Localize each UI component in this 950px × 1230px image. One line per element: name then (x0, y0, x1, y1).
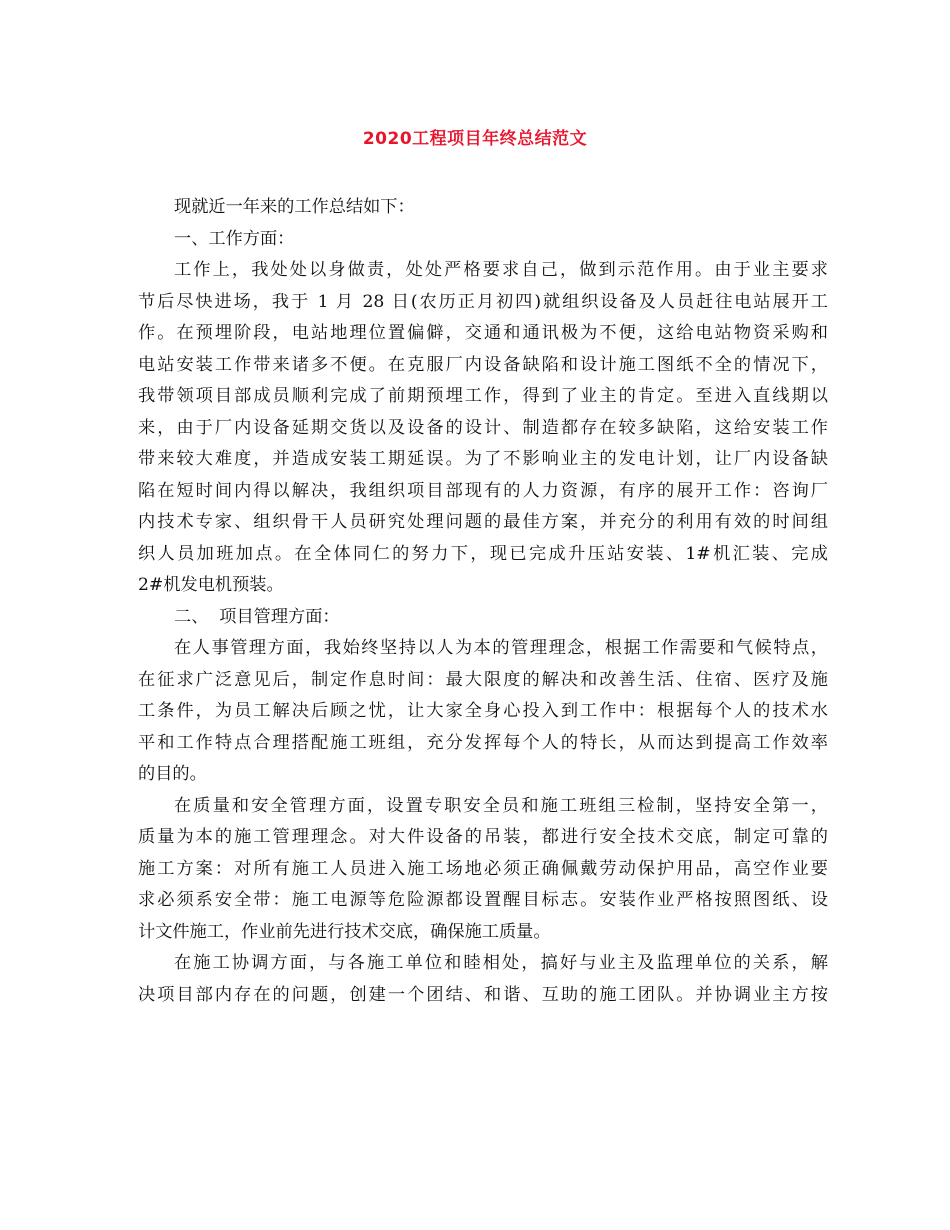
page-title: 2020工程项目年终总结范文 (362, 129, 588, 149)
text-line: 工条件，为员工解决后顾之忧，让大家全身心投入到工作中：根据每个人的技术水 (138, 701, 828, 721)
text-line: 求必须系安全带：施工电源等危险源都设置醒目标志。安装作业严格按照图纸、设 (138, 890, 828, 910)
text-line: 在人事管理方面，我始终坚持以人为本的管理理念，根据工作需要和气候特点， (174, 638, 828, 658)
text-line: 电站安装工作带来诸多不便。在克服厂内设备缺陷和设计施工图纸不全的情况下， (138, 354, 828, 375)
text-line: 在质量和安全管理方面，设置专职安全员和施工班组三检制，坚持安全第一， (174, 795, 828, 816)
text-line: 节后尽快进场，我于 1 月 28 日(农历正月初四)就组织设备及人员赶往电站展开工 (138, 291, 828, 312)
text-line: 2#机发电机预装。 (138, 575, 284, 595)
text-line: 内技术专家、组织骨干人员研究处理问题的最佳方案，并充分的利用有效的时间组 (138, 512, 828, 532)
text-line: 的目的。 (138, 764, 207, 784)
text-line: 我带领项目部成员顺利完成了前期预埋工作，得到了业主的肯定。至进入直线期以 (138, 386, 828, 406)
text-line: 施工方案：对所有施工人员进入施工场地必须正确佩戴劳动保护用品，高空作业要 (138, 858, 828, 879)
text-line: 在施工协调方面，与各施工单位和睦相处，搞好与业主及监理单位的关系，解 (174, 953, 828, 973)
document-body (138, 192, 828, 1011)
text-line: 现就近一年来的工作总结如下： (174, 197, 415, 217)
text-line: 质量为本的施工管理理念。对大件设备的吊装，都进行安全技术交底，制定可靠的 (138, 827, 828, 847)
section-heading: 一、工作方面： (174, 228, 295, 249)
text-line: 在征求广泛意见后，制定作息时间：最大限度的解决和改善生活、住宿、医疗及施 (138, 669, 828, 690)
text-line: 平和工作特点合理搭配施工班组，充分发挥每个人的特长，从而达到提高工作效率 (138, 732, 828, 753)
text-line: 陷在短时间内得以解决，我组织项目部现有的人力资源，有序的展开工作：咨询厂 (138, 480, 828, 501)
text-line: 作。在预埋阶段，电站地理位置偏僻，交通和通讯极为不便，这给电站物资采购和 (138, 323, 828, 343)
text-line: 决项目部内存在的问题，创建一个团结、和谐、互助的施工团队。并协调业主方按 (138, 984, 828, 1005)
section-heading: 二、 项目管理方面： (174, 606, 340, 627)
text-line: 工作上，我处处以身做责，处处严格要求自己，做到示范作用。由于业主要求 (174, 260, 828, 280)
text-line: 来，由于厂内设备延期交货以及设备的设计、制造都存在较多缺陷，这给安装工作 (138, 417, 828, 438)
text-line: 带来较大难度，并造成安装工期延误。为了不影响业主的发电计划，让厂内设备缺 (138, 449, 828, 469)
text-line: 计文件施工，作业前先进行技术交底，确保施工质量。 (138, 921, 551, 942)
text-line: 织人员加班加点。在全体同仁的努力下，现已完成升压站安装、1#机汇装、完成 (138, 543, 828, 564)
